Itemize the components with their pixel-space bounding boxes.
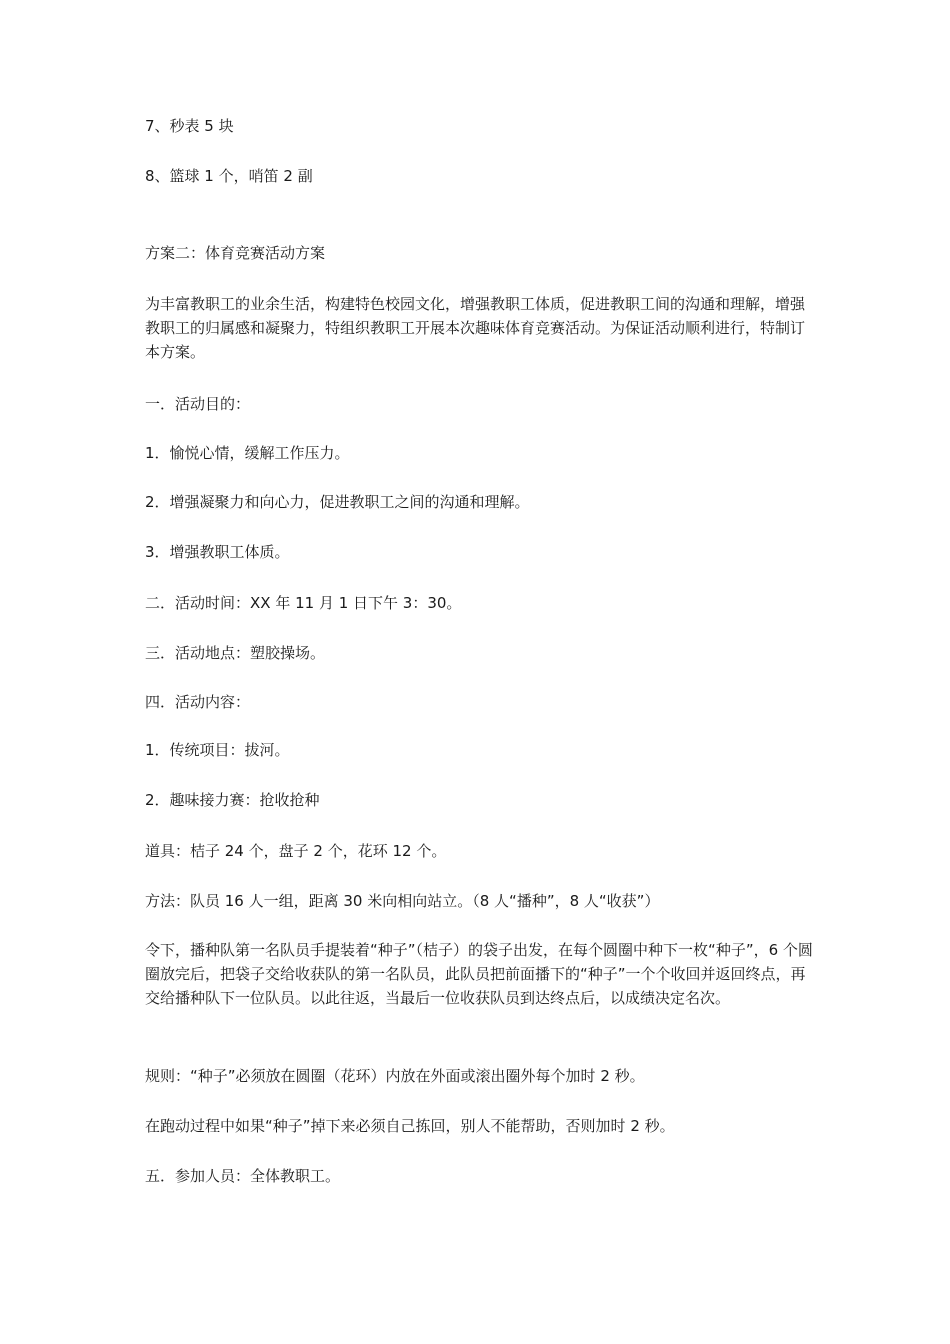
section-heading-content: 四．活动内容： (145, 693, 251, 711)
method-paragraph: 方法：队员 16 人一组，距离 30 米向相向站立。（8 人“播种”，8 人“收获”） (145, 892, 660, 910)
section-heading-location: 三．活动地点：塑胶操场。 (145, 644, 326, 662)
purpose-item-3: 3．增强教职工体质。 (145, 543, 290, 561)
section-heading-participants: 五．参加人员：全体教职工。 (145, 1167, 341, 1185)
purpose-item-2: 2．增强凝聚力和向心力，促进教职工之间的沟通和理解。 (145, 493, 530, 511)
plan-two-heading: 方案二：体育竞赛活动方案 (145, 244, 326, 262)
intro-paragraph: 为丰富教职工的业余生活，构建特色校园文化，增强教职工体质，促进教职工间的沟通和理解，增强教职工的归属感和凝聚力，特组织教职工开展本次趣味体育竞赛活动。为保证活动顺利进行，特制订本方案。 (145, 295, 806, 361)
props-paragraph: 道具：桔子 24 个，盘子 2 个，花环 12 个。 (145, 842, 447, 860)
list-item-stopwatch: 7、秒表 5 块 (145, 117, 234, 135)
content-item-1: 1．传统项目：拔河。 (145, 741, 290, 759)
procedure-paragraph: 令下，播种队第一名队员手提装着“种子”（桔子）的袋子出发，在每个圆圈中种下一枚“种子”，6 个圆圈放完后，把袋子交给收获队的第一名队员，此队员把前面播下的“种子”一个个收回并返回终点，再交给播种队下一位队员。以此往返，当最后一位收获队员到达终点后，以成绩决定名次。 (145, 941, 813, 1007)
rule-paragraph-2: 在跑动过程中如果“种子”掉下来必须自己拣回，别人不能帮助，否则加时 2 秒。 (145, 1117, 675, 1135)
content-item-2: 2．趣味接力赛：抢收抢种 (145, 791, 320, 809)
purpose-item-1: 1．愉悦心情，缓解工作压力。 (145, 444, 350, 462)
section-heading-purpose: 一．活动目的： (145, 395, 251, 413)
rule-paragraph: 规则：“种子”必须放在圆圈（花环）内放在外面或滚出圈外每个加时 2 秒。 (145, 1067, 645, 1085)
section-heading-time: 二．活动时间：XX 年 11 月 1 日下午 3：30。 (145, 594, 462, 612)
list-item-basketball: 8、篮球 1 个，哨笛 2 副 (145, 167, 313, 185)
